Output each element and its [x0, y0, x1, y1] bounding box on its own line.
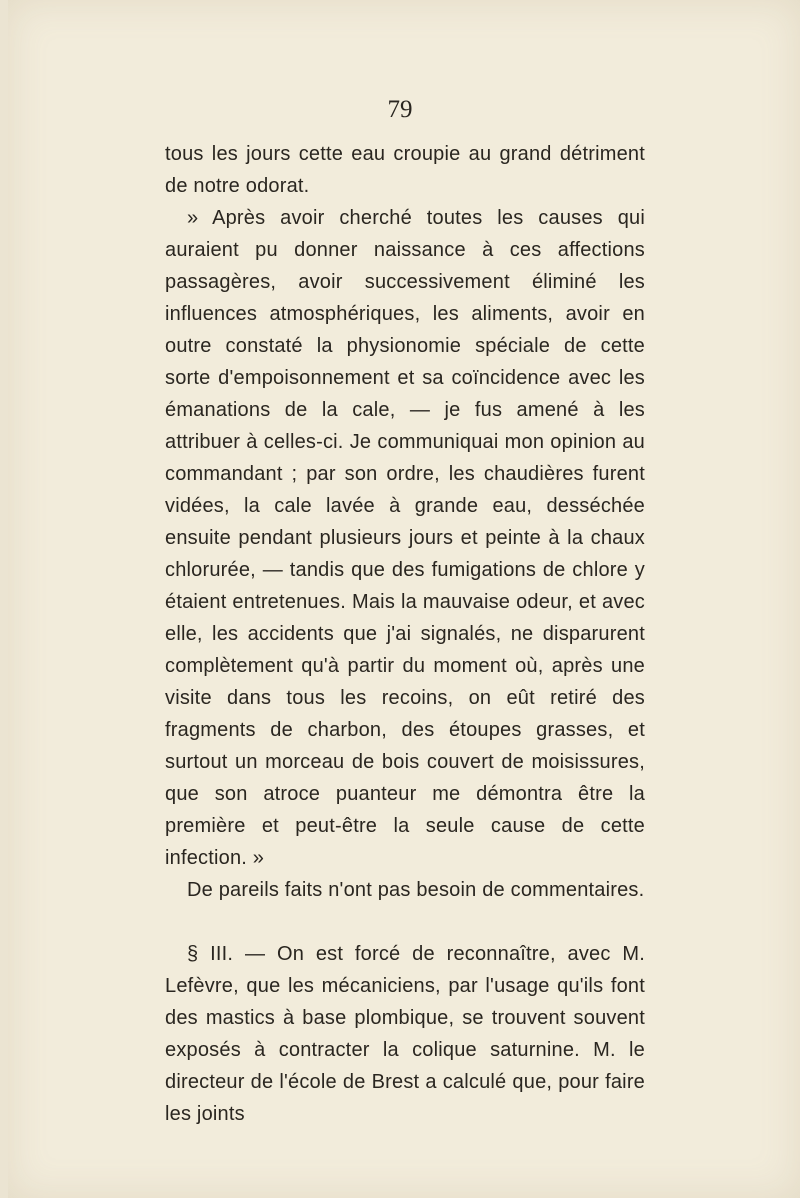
paragraph-continuation: tous les jours cette eau croupie au grand détriment de notre odorat.	[165, 143, 645, 197]
paragraph-section-iii: § III. — On est forcé de reconnaître, avec M. Lefèvre, que les mécaniciens, par l'usage qu'ils font des mastics à base plombique, se trouvent souvent exposés à contracter la colique saturnine. M. le directeur de l'école de Brest a calculé que, pour faire les joints	[165, 943, 645, 1125]
body-text	[165, 138, 645, 1130]
paragraph-comment: De pareils faits n'ont pas besoin de commentaires.	[187, 879, 645, 901]
page-number: 79	[387, 96, 413, 123]
paragraph-quote: » Après avoir cherché toutes les causes qui auraient pu donner naissance à ces affections passagères, avoir successivement éliminé les influences atmosphériques, les aliments, avoir en outre constaté la physionomie spéciale de cette sorte d'empoisonnement et sa coïncidence avec les émanations de la cale, — je fus amené à les attribuer à celles-ci. Je communiquai mon opinion au commandant ; par son ordre, les chaudières furent vidées, la cale lavée à grande eau, desséchée ensuite pendant plusieurs jours et peinte à la chaux chlorurée, — tandis que des fumigations de chlore y étaient entretenues. Mais la mauvaise odeur, et avec elle, les accidents que j'ai signalés, ne disparurent complètement qu'à partir du moment où, après une visite dans tous les recoins, on eût retiré des fragments de charbon, des étoupes grasses, et surtout un morceau de bois couvert de moisissures, que son atroce puanteur me démontra être la première et peut-être la seule cause de cette infection. »	[165, 207, 645, 869]
